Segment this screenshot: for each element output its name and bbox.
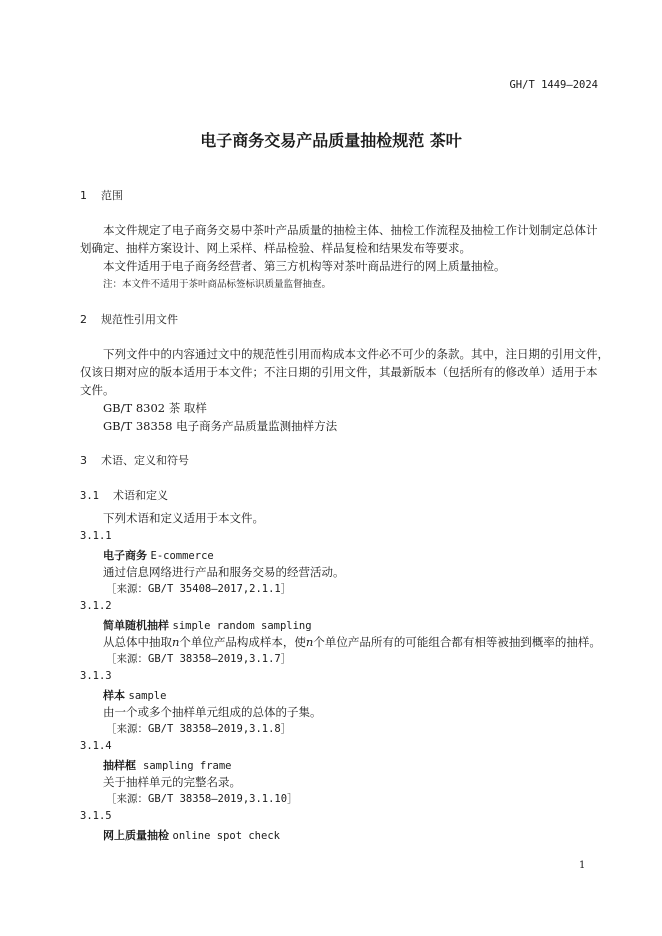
term-en: sample	[128, 690, 167, 702]
section-title: 范围	[101, 189, 123, 202]
note: 注：本文件不适用于茶叶商品标签标识质量监督抽查。	[103, 279, 332, 290]
section-title: 规范性引用文件	[101, 313, 178, 326]
term-source: ［来源：GB/T 38358—2019,3.1.7］	[106, 653, 292, 665]
paragraph: 本文件适用于电子商务经营者、第三方机构等对茶叶商品进行的网上质量抽检。	[103, 259, 506, 273]
section-title: 术语、定义和符号	[101, 454, 189, 467]
standard-code: GH/T 1449—2024	[509, 79, 598, 91]
definition-text: 个单位产品所有的可能组合都有相等被抽到概率的抽样。	[313, 635, 601, 649]
term-definition: 关于抽样单元的完整名录。	[103, 775, 241, 789]
variable-n: n	[305, 635, 314, 649]
page-number: 1	[579, 860, 586, 871]
term-number: 3.1.1	[80, 530, 112, 542]
definition-text: 个单位产品构成样本，使	[179, 635, 306, 649]
term-cn: 电子商务	[103, 549, 147, 562]
term-definition: 由一个或多个抽样单元组成的总体的子集。	[103, 705, 322, 719]
term-source: ［来源：GB/T 38358—2019,3.1.10］	[106, 793, 298, 805]
subsection-intro: 下列术语和定义适用于本文件。	[103, 511, 264, 525]
paragraph-line: 文件。	[80, 383, 115, 397]
term-heading	[103, 617, 312, 633]
definition-text: 从总体中抽取	[103, 635, 172, 649]
subsection-title: 术语和定义	[112, 489, 168, 502]
reference-item: GB/T 8302 茶 取样	[103, 401, 207, 415]
term-heading	[103, 547, 214, 563]
term-en: simple random sampling	[172, 620, 312, 632]
term-number: 3.1.2	[80, 600, 112, 612]
term-number: 3.1.4	[80, 740, 112, 752]
term-heading	[103, 687, 166, 703]
section-number: 3	[80, 454, 87, 467]
paragraph-line: 仅该日期对应的版本适用于本文件；不注日期的引用文件，其最新版本（包括所有的修改单）适用于本	[80, 365, 598, 379]
reference-item: GB/T 38358 电子商务产品质量监测抽样方法	[103, 419, 338, 433]
document-title: 电子商务交易产品质量抽检规范 茶叶	[200, 131, 462, 150]
subsection-number: 3.1	[80, 490, 99, 502]
paragraph-line: 划确定、抽样方案设计、网上采样、样品检验、样品复检和结果发布等要求。	[80, 241, 471, 255]
term-en: E-commerce	[150, 550, 214, 562]
term-number: 3.1.3	[80, 670, 112, 682]
term-cn: 抽样框	[103, 759, 136, 772]
variable-n: n	[172, 635, 180, 649]
term-source: ［来源：GB/T 35408—2017,2.1.1］	[106, 583, 292, 595]
subsection-heading	[80, 487, 168, 503]
term-en: online spot check	[172, 830, 280, 842]
paragraph-line: 下列文件中的内容通过文中的规范性引用而构成本文件必不可少的条款。其中，注日期的引用文件，	[103, 347, 609, 361]
term-en: sampling frame	[143, 760, 232, 772]
term-heading	[103, 827, 280, 843]
term-number: 3.1.5	[80, 810, 112, 822]
term-cn: 简单随机抽样	[103, 619, 169, 632]
section-number: 2	[80, 313, 87, 326]
term-cn: 样本	[103, 689, 125, 702]
section-2-heading	[80, 311, 178, 327]
term-source: ［来源：GB/T 38358—2019,3.1.8］	[106, 723, 292, 735]
term-cn: 网上质量抽检	[103, 829, 169, 842]
term-definition: 通过信息网络进行产品和服务交易的经营活动。	[103, 565, 345, 579]
term-definition	[103, 634, 601, 650]
section-3-heading	[80, 452, 189, 468]
section-number: 1	[80, 189, 87, 202]
section-1-heading	[80, 187, 123, 203]
term-heading	[103, 757, 232, 773]
paragraph-line: 本文件规定了电子商务交易中茶叶产品质量的抽检主体、抽检工作流程及抽检工作计划制定总体计	[103, 223, 598, 237]
